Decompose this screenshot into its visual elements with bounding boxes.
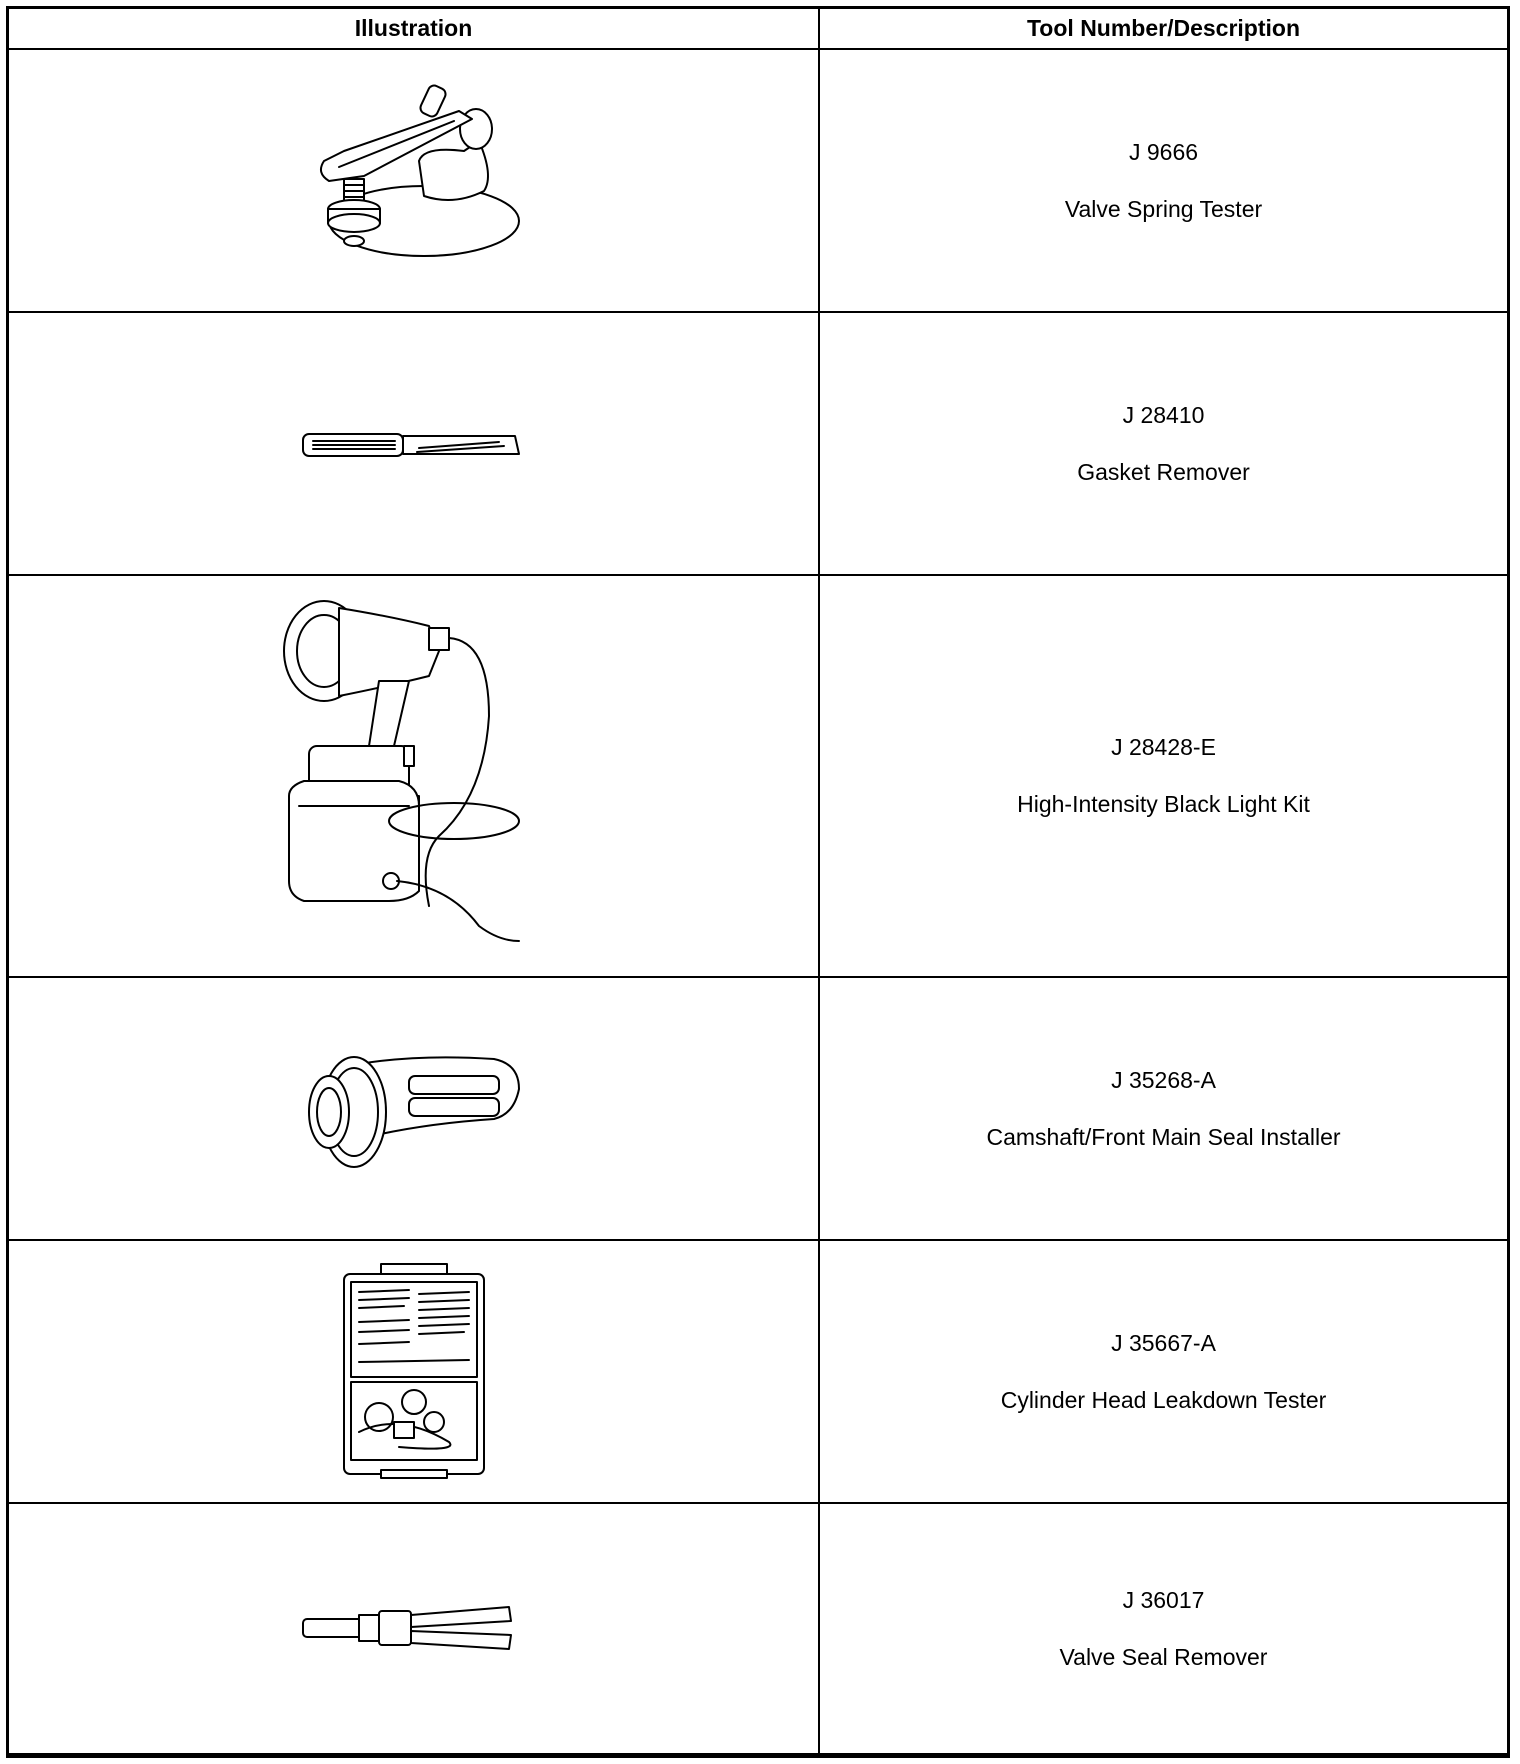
tool-description: Cylinder Head Leakdown Tester	[1000, 1386, 1327, 1413]
illustration-cell	[9, 576, 820, 978]
tool-description: Valve Seal Remover	[1059, 1643, 1268, 1670]
illustration-cell	[9, 313, 820, 576]
valve-seal-remover-icon	[299, 1599, 529, 1659]
tool-number: J 28410	[1122, 401, 1205, 428]
tool-number: J 9666	[1128, 138, 1199, 165]
black-light-kit-icon	[279, 596, 549, 956]
header-illustration: Illustration	[9, 9, 820, 50]
valve-spring-tester-icon	[304, 81, 524, 281]
tool-number: J 28428-E	[1111, 734, 1216, 760]
tool-description: Camshaft/Front Main Seal Installer	[986, 1123, 1341, 1150]
tool-description-cell	[820, 576, 1507, 978]
illustration-cell	[9, 978, 820, 1241]
header-tool-description: Tool Number/Description	[820, 9, 1507, 50]
tool-description-cell	[820, 978, 1507, 1241]
tool-number: J 35667-A	[1111, 1329, 1216, 1356]
special-tools-table	[6, 6, 1510, 1758]
tool-number: J 35268-A	[1111, 1066, 1216, 1093]
illustration-cell	[9, 1241, 820, 1504]
tool-number: J 36017	[1122, 1586, 1205, 1613]
tool-description-cell	[820, 1241, 1507, 1504]
tool-description-cell	[820, 50, 1507, 313]
tool-description-cell	[820, 313, 1507, 576]
tool-description: Gasket Remover	[1077, 458, 1250, 485]
seal-installer-icon	[299, 1044, 529, 1174]
leakdown-tester-icon	[339, 1262, 489, 1482]
tool-description-cell	[820, 1504, 1507, 1755]
gasket-remover-icon	[299, 424, 529, 464]
tool-description: Valve Spring Tester	[1064, 195, 1263, 222]
tool-description: High-Intensity Black Light Kit	[1017, 791, 1310, 817]
illustration-cell	[9, 1504, 820, 1755]
illustration-cell	[9, 50, 820, 313]
